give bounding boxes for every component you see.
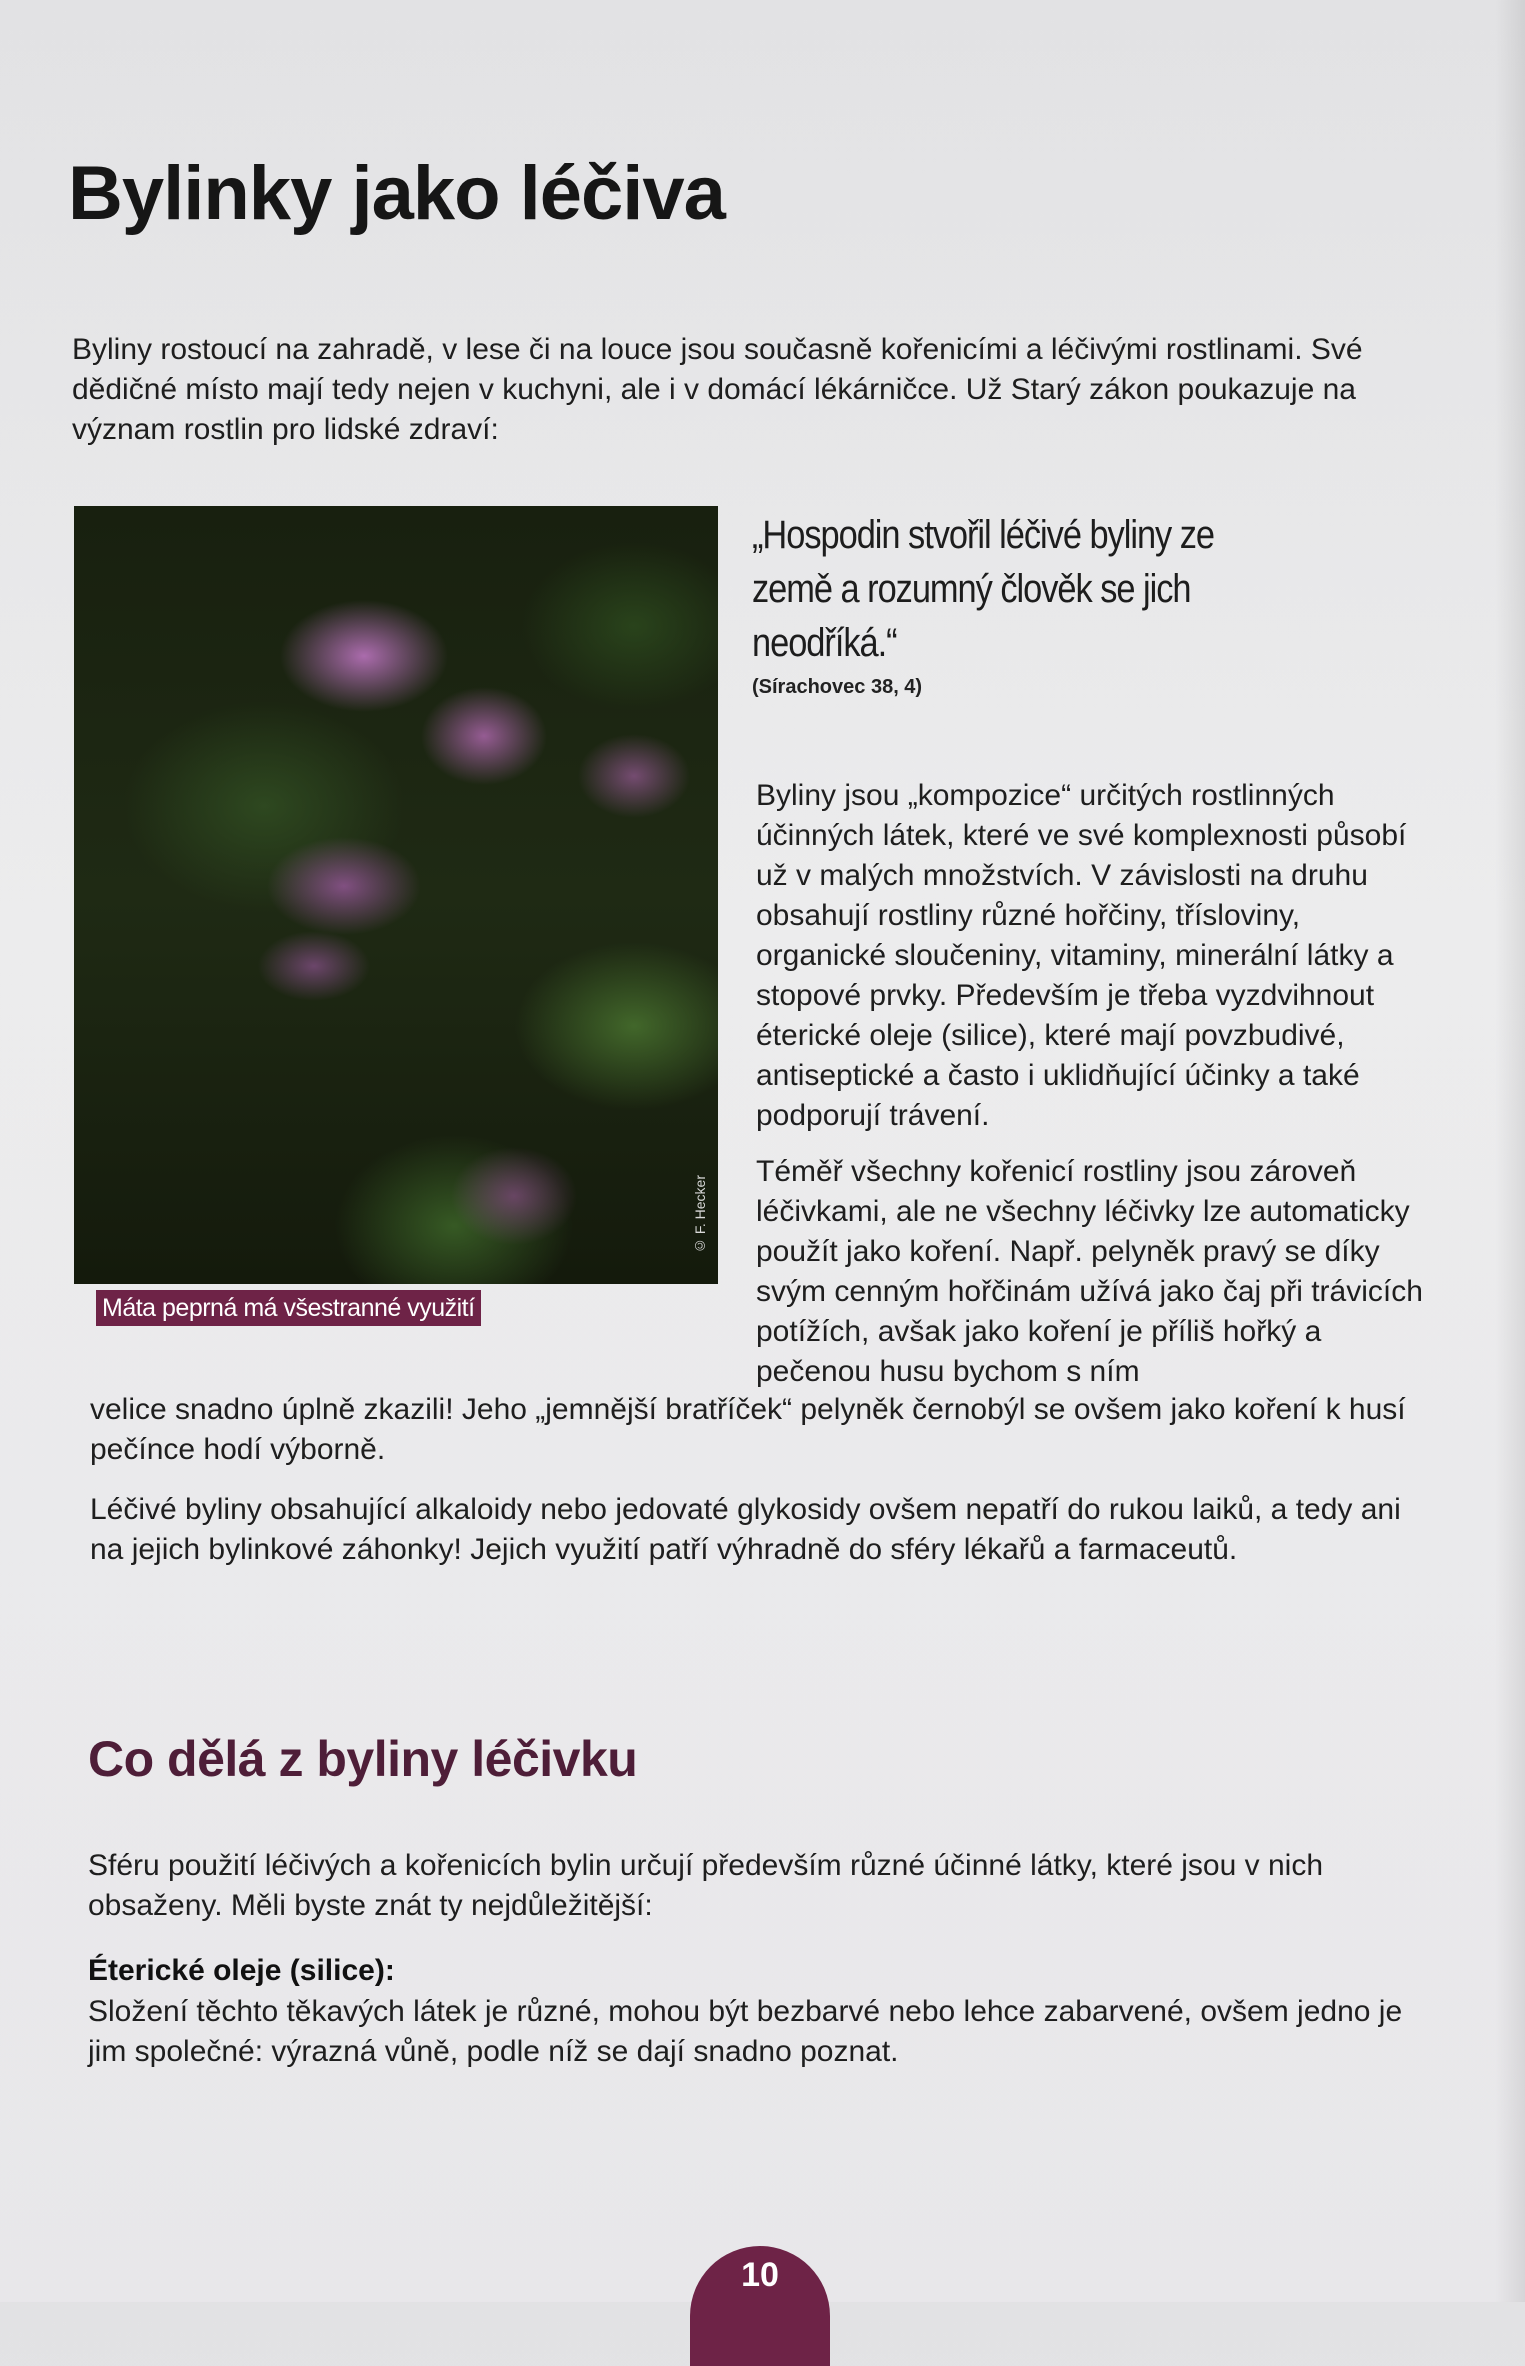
quote-block: [752, 508, 1412, 699]
alkaloids-paragraph: Léčivé byliny obsahující alkaloidy nebo jedovaté glykosidy ovšem nepatří do rukou laiků, a tedy ani na jejich bylinkové záhonky! Jejich využití patří výhradně do sféry lékařů a farmaceutů.: [90, 1493, 1401, 1566]
page-number: 10: [741, 2256, 779, 2294]
page-title: Bylinky jako léčiva: [68, 151, 725, 236]
intro-paragraph: Byliny rostoucí na zahradě, v lese či na louce jsou současně kořenicími a léčivými rostlinami. Své dědičné místo mají tedy nejen v kuchyni, ale i v domácí lékárničce. Už Starý zákon poukazuje na význam rostlin pro lidské zdraví:: [72, 333, 1363, 446]
mint-photo: [74, 506, 718, 1284]
section-intro: Sféru použití léčivých a kořenicích bylin určují především různé účinné látky, které jsou v nich obsaženy. Měli byste znát ty nejdůležitější:: [88, 1849, 1324, 1922]
term-description: Složení těchto těkavých látek je různé, mohou být bezbarvé nebo lehce zabarvené, ovšem jedno je jim společné: výrazná vůně, podle níž se dají snadno poznat.: [88, 1995, 1403, 2068]
quote-source: (Sírachovec 38, 4): [752, 676, 923, 698]
continuation-paragraph: velice snadno úplně zkazili! Jeho „jemnější bratříček“ pelyněk černobýl se ovšem jako koření k husí pečínce hodí výborně.: [90, 1393, 1406, 1466]
column-paragraph-2: Téměř všechny kořenicí rostliny jsou zároveň léčivkami, ale ne všechny léčivky lze automaticky použít jako koření. Např. pelyněk pravý se díky svým cenným hořčinám užívá jako čaj při trávicích potížích, avšak jako koření je příliš hořký a pečenou husu bychom s ním: [756, 1155, 1423, 1388]
section-title: Co dělá z byliny léčivku: [88, 1731, 638, 1787]
photo-credit: © F. Hecker: [692, 1174, 708, 1254]
quote-text: „Hospodin stvořil léčivé byliny ze země a rozumný člověk se jich neodříká.“: [752, 513, 1215, 665]
photo-caption: Máta peprná má všestranné využití: [96, 1290, 481, 1326]
term-heading: Éterické oleje (silice):: [88, 1954, 395, 1987]
column-paragraph-1: Byliny jsou „kompozice“ určitých rostlinných účinných látek, které ve své komplexnosti působí už v malých množstvích. V závislosti na druhu obsahují rostliny různé hořčiny, třísloviny, organické sloučeniny, vitaminy, minerální látky a stopové prvky. Především je třeba vyzdvihnout éterické oleje (silice), které mají povzbudivé, antiseptické a často i uklidňující účinky a také podporují trávení.: [756, 779, 1407, 1132]
page-edge-shadow: [1495, 0, 1525, 2302]
